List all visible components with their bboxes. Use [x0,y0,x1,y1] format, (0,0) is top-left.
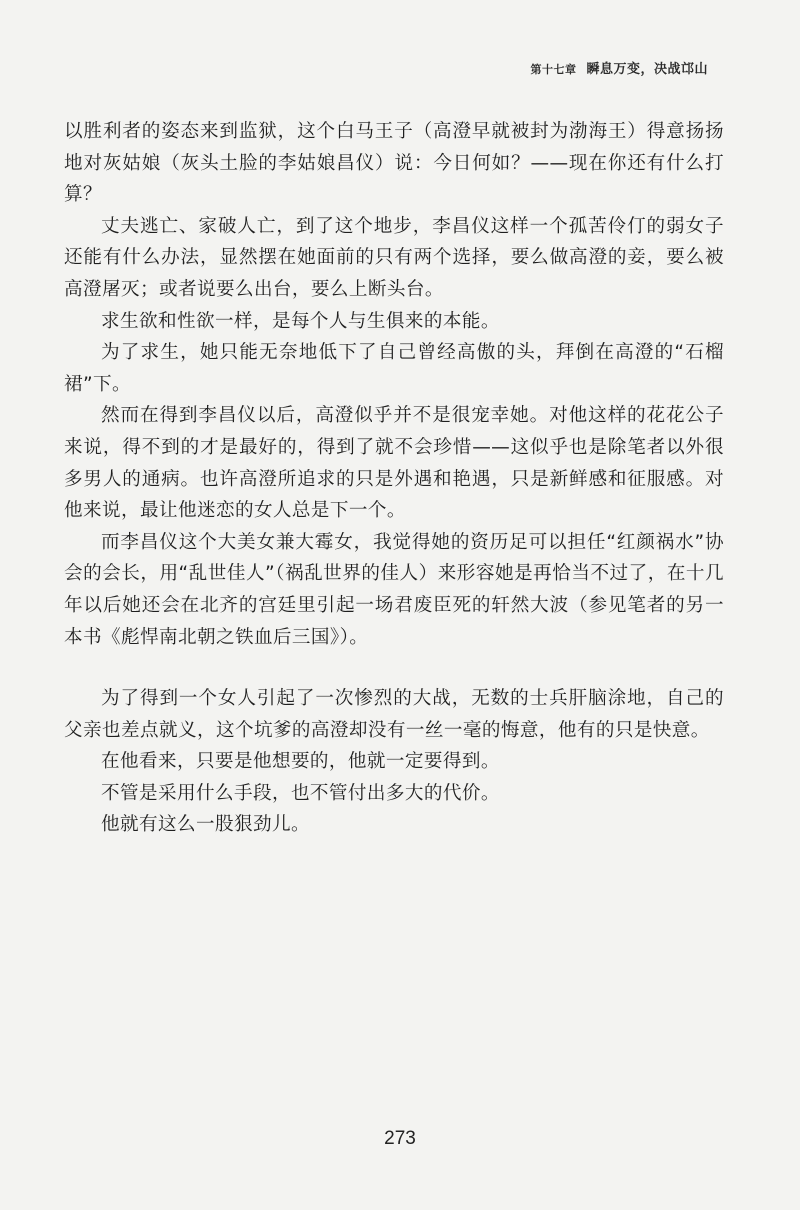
paragraph: 他就有这么一股狠劲儿。 [101,814,310,836]
paragraph: 丈夫逃亡、家破人亡，到了这个地步，李昌仪这样一个孤苦伶仃的弱女子还能有什么办法，显然摆在她面前的只有两个选择，要么做高澄的妾，要么被高澄屠灭；或者说要么出台，要么上断头台。 [64,215,724,300]
paragraph-continued: 以胜利者的姿态来到监狱，这个白马王子（高澄早就被封为渤海王）得意扬扬地对灰姑娘（灰头土脸的李姑娘昌仪）说：今日何如？——现在你还有什么打算？ [64,121,724,206]
paragraph: 为了得到一个女人引起了一次惨烈的大战，无数的士兵肝脑涂地，自己的父亲也差点就义，这个坑爹的高澄却没有一丝一毫的悔意，他有的只是快意。 [64,688,724,741]
paragraph: 在他看来，只要是他想要的，他就一定要得到。 [101,751,500,773]
paragraph: 然而在得到李昌仪以后，高澄似乎并不是很宠幸她。对他这样的花花公子来说，得不到的才是最好的，得到了就不会珍惜——这似乎也是除笔者以外很多男人的通病。也许高澄所追求的只是外遇和艳遇，只是新鲜感和征服感。对他来说，最让他迷恋的女人总是下一个。 [64,405,724,522]
running-header [530,58,708,77]
section-break [64,653,724,683]
paragraph: 而李昌仪这个大美女兼大霉女，我觉得她的资历足可以担任“红颜祸水”协会的会长，用“乱世佳人”（祸乱世界的佳人）来形容她是再恰当不过了，在十几年以后她还会在北齐的宫廷里引起一场君废臣死的轩然大波（参见笔者的另一本书《彪悍南北朝之铁血后三国》）。 [64,531,724,648]
page-number: 273 [384,1128,416,1149]
chapter-title: 瞬息万变，决战邙山 [586,62,708,77]
paragraph: 为了求生，她只能无奈地低下了自己曾经高傲的头，拜倒在高澄的“石榴裙”下。 [64,342,724,395]
paragraph: 不管是采用什么手段，也不管付出多大的代价。 [101,782,500,804]
body-text [64,116,724,841]
paragraph: 求生欲和性欲一样，是每个人与生俱来的本能。 [101,310,500,332]
chapter-number: 第十七章 [530,63,577,76]
